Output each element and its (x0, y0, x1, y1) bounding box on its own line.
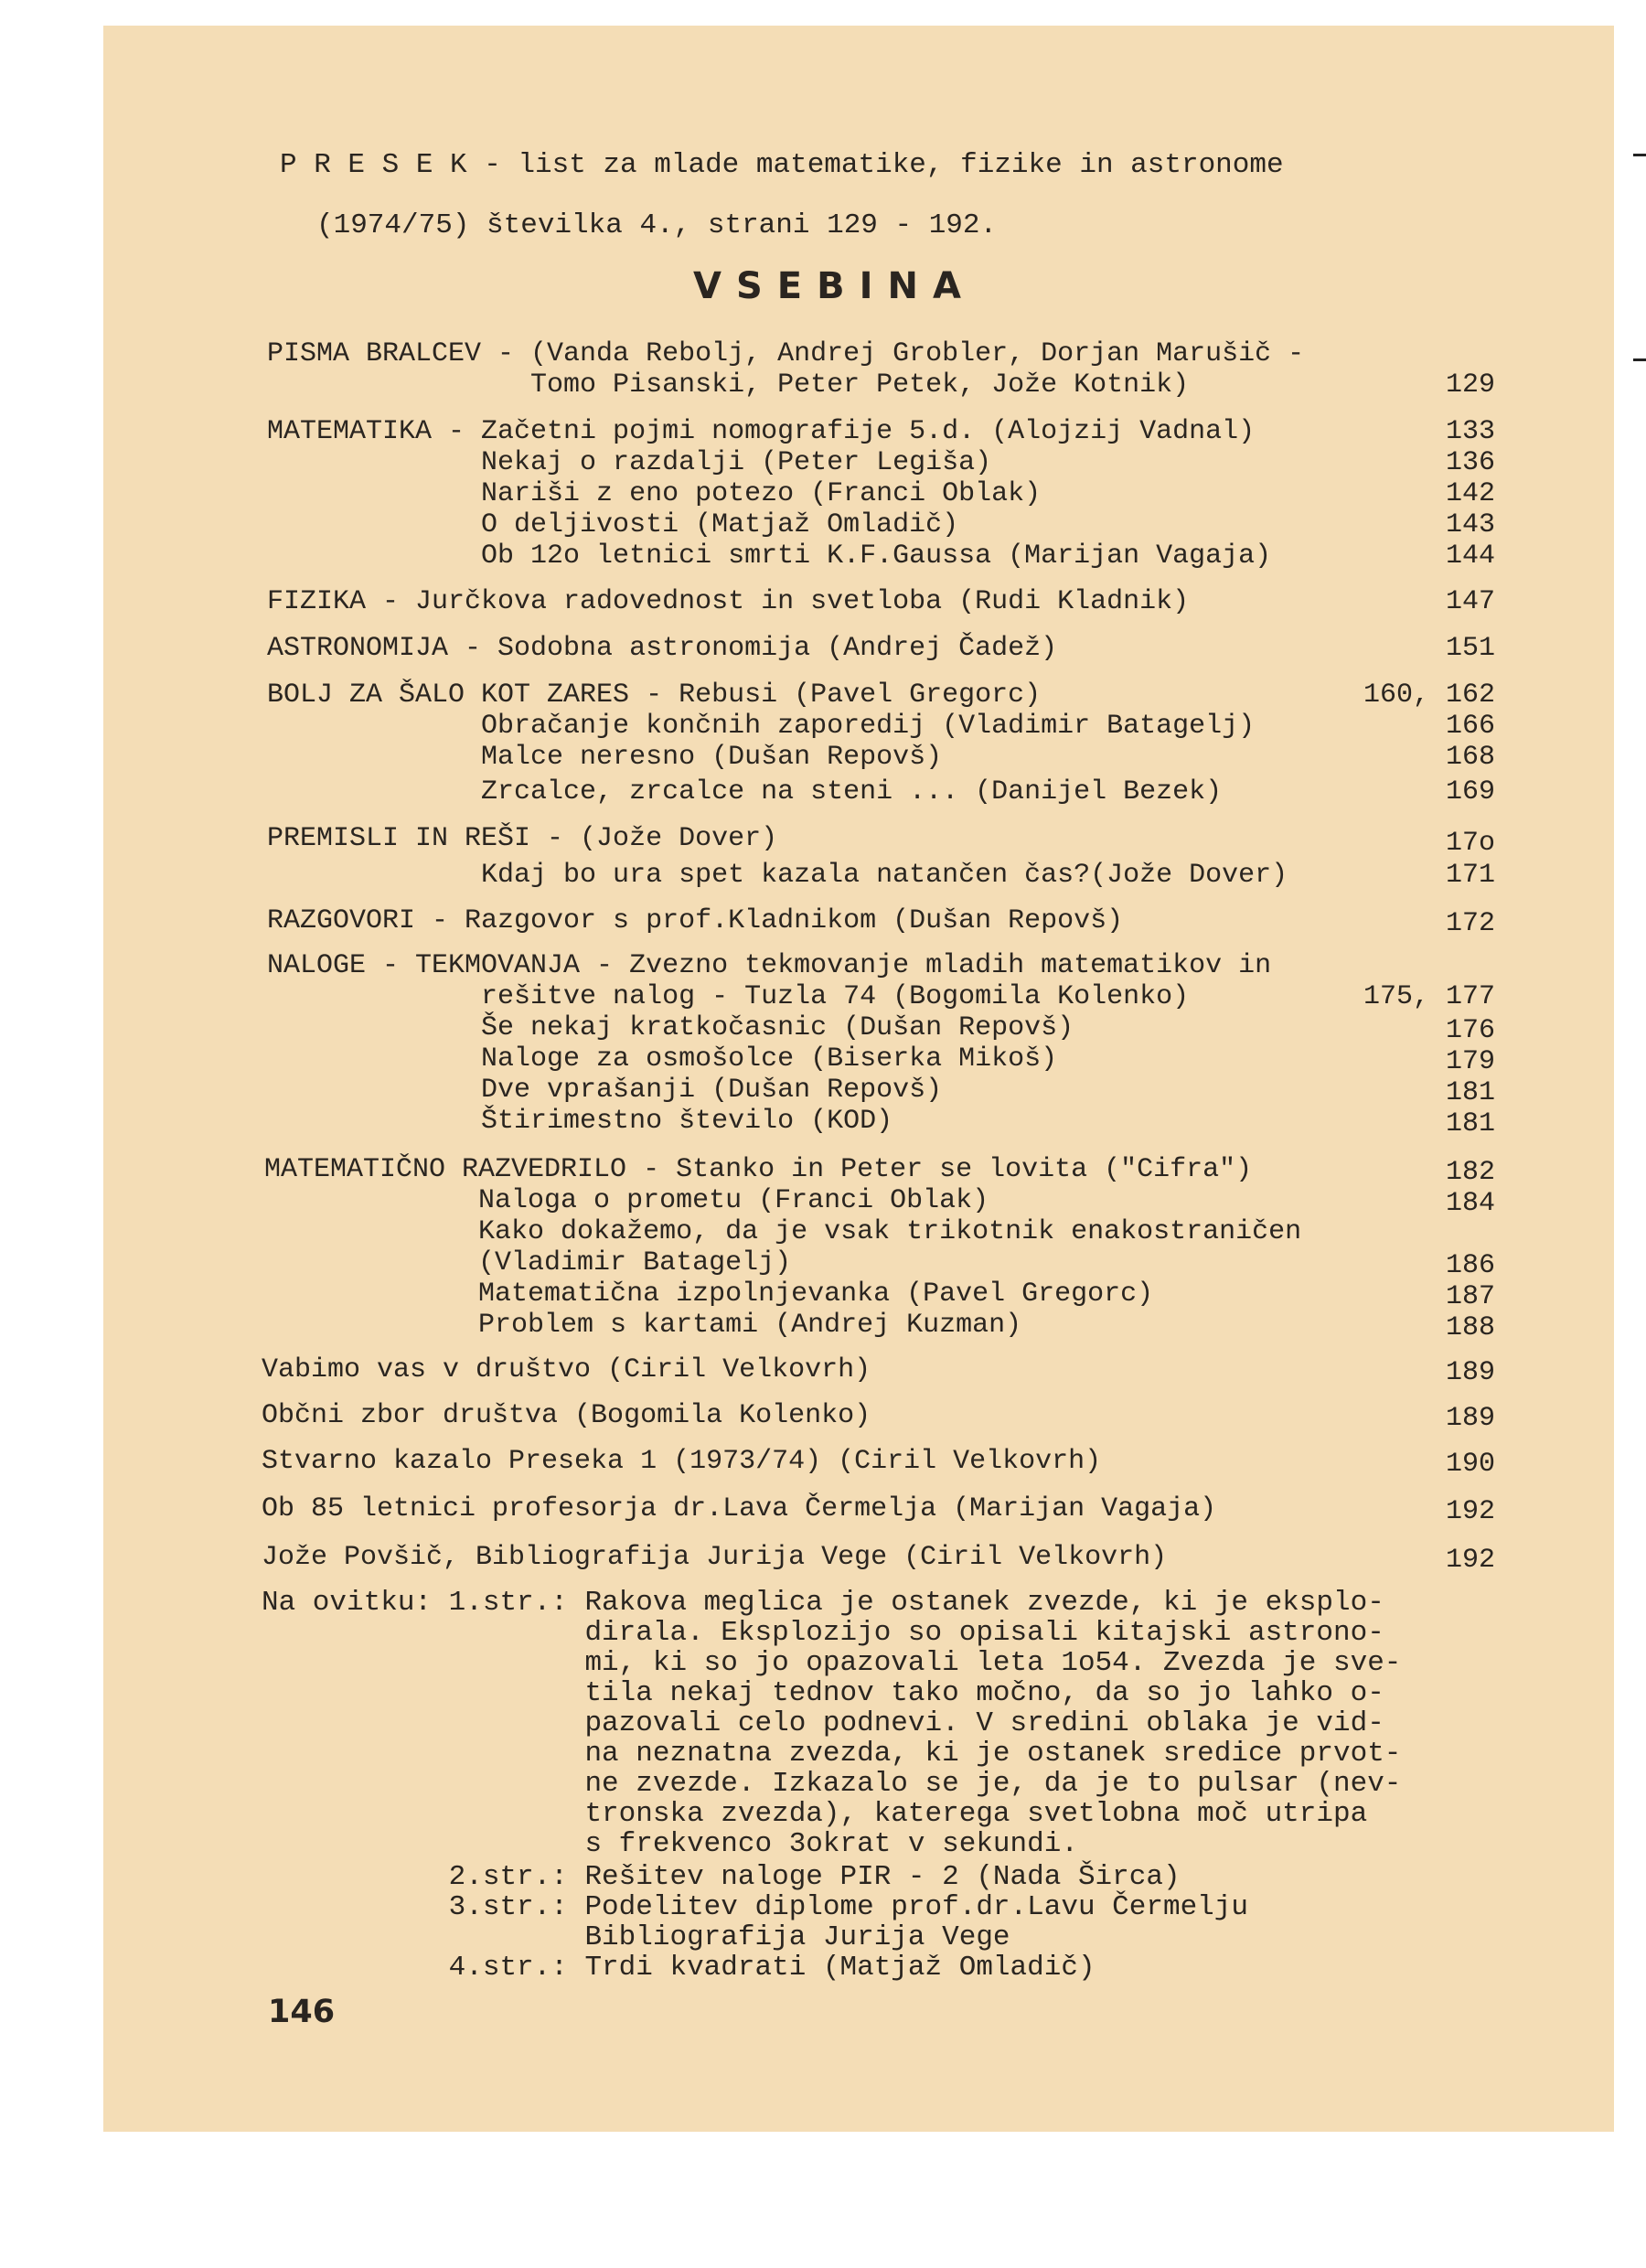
toc-entry-text: MATEMATIČNO RAZVEDRILO - Stanko in Peter se lovita ("Cifra") (264, 1154, 1253, 1185)
cover-line: ne zvezde. Izkazalo se je, da je to pulsar (nev- (262, 1768, 1402, 1800)
toc-entry-text: NALOGE - TEKMOVANJA - Zvezno tekmovanje mladih matematikov in (267, 950, 1272, 981)
toc-entry-page: 136 (1445, 447, 1495, 478)
toc-entry-text: Kako dokažemo, da je vsak trikotnik enakostraničen (264, 1216, 1302, 1247)
contents-title: VSEBINA (693, 265, 976, 307)
toc-entry-page: 160, 162 (1363, 679, 1495, 711)
toc-entry-page: 143 (1445, 509, 1495, 540)
toc-entry-text: Občni zbor društva (Bogomila Kolenko) (262, 1400, 871, 1431)
toc-entry-text: Malce neresno (Dušan Repovš) (267, 742, 943, 773)
cover-line: na neznatna zvezda, ki je ostanek sredice prvot- (262, 1738, 1402, 1770)
cover-line: Na ovitku: 1.str.: Rakova meglica je ostanek zvezde, ki je eksplo- (262, 1587, 1384, 1619)
toc-entry-page: 179 (1445, 1046, 1495, 1077)
toc-entry-page: 144 (1445, 540, 1495, 572)
toc-entry-page: 175, 177 (1363, 981, 1495, 1012)
toc-entry-page: 181 (1445, 1108, 1495, 1139)
toc-entry-text: Ob 85 letnici profesorja dr.Lava Čermelja (Marijan Vagaja) (262, 1493, 1217, 1524)
toc-entry-text: Matematična izpolnjevanka (Pavel Gregorc) (264, 1278, 1154, 1310)
toc-entry-text: O deljivosti (Matjaž Omladič) (267, 509, 959, 540)
header-line-2: (1974/75) številka 4., strani 129 - 192. (316, 209, 998, 241)
toc-entry-text: Nariši z eno potezo (Franci Oblak) (267, 478, 1042, 509)
toc-entry-text: PISMA BRALCEV - (Vanda Rebolj, Andrej Grobler, Dorjan Marušič - (267, 338, 1305, 369)
toc-entry-page: 172 (1445, 908, 1495, 939)
toc-entry-text: Naloga o prometu (Franci Oblak) (264, 1185, 989, 1216)
toc-entry-text: BOLJ ZA ŠALO KOT ZARES - Rebusi (Pavel Gregorc) (267, 679, 1042, 711)
cover-line: mi, ki so jo opazovali leta 1o54. Zvezda je sve- (262, 1647, 1402, 1679)
toc-entry-text: Jože Povšič, Bibliografija Jurija Vege (Ciril Velkovrh) (262, 1542, 1168, 1573)
toc-entry-text: Ob 12o letnici smrti K.F.Gaussa (Marijan Vagaja) (267, 540, 1272, 572)
toc-entry-page: 169 (1445, 776, 1495, 808)
toc-entry-text: Dve vprašanji (Dušan Repovš) (267, 1075, 943, 1106)
toc-entry-page: 192 (1445, 1496, 1495, 1527)
toc-entry-page: 187 (1445, 1281, 1495, 1312)
cover-line: tila nekaj tednov tako močno, da so jo lahko o- (262, 1677, 1384, 1709)
toc-entry-text: Problem s kartami (Andrej Kuzman) (264, 1310, 1022, 1341)
toc-entry-page: 188 (1445, 1312, 1495, 1343)
toc-entry-text: Naloge za osmošolce (Biserka Mikoš) (267, 1043, 1058, 1075)
cover-line: dirala. Eksplozijo so opisali kitajski astrono- (262, 1617, 1384, 1649)
cover-line: pazovali celo podnevi. V sredini oblaka je vid- (262, 1707, 1384, 1739)
cover-line: tronska zvezda), katerega svetlobna moč utripa (262, 1798, 1368, 1830)
toc-entry-page: 171 (1445, 860, 1495, 891)
toc-entry-text: FIZIKA - Jurčkova radovednost in svetloba (Rudi Kladnik) (267, 586, 1190, 617)
toc-entry-page: 181 (1445, 1077, 1495, 1108)
cover-line: 3.str.: Podelitev diplome prof.dr.Lavu Čermelju (262, 1891, 1248, 1923)
toc-entry-page: 176 (1445, 1015, 1495, 1046)
toc-entry-text: Nekaj o razdalji (Peter Legiša) (267, 447, 992, 478)
cover-line: 4.str.: Trdi kvadrati (Matjaž Omladič) (262, 1952, 1096, 1984)
toc-entry-page: 184 (1445, 1188, 1495, 1219)
toc-entry-page: 168 (1445, 742, 1495, 773)
toc-entry-text: Kdaj bo ura spet kazala natančen čas?(Jože Dover) (267, 860, 1288, 891)
cover-line: 2.str.: Rešitev naloge PIR - 2 (Nada Širca) (262, 1861, 1181, 1893)
toc-entry-page: 182 (1445, 1157, 1495, 1188)
cover-line: s frekvenco 3okrat v sekundi. (262, 1828, 1078, 1860)
toc-entry-page: 190 (1445, 1449, 1495, 1480)
toc-entry-text: Tomo Pisanski, Peter Petek, Jože Kotnik) (267, 369, 1190, 401)
toc-entry-page: 166 (1445, 711, 1495, 742)
cover-line: Bibliografija Jurija Vege (262, 1921, 1010, 1953)
margin-mark (1633, 358, 1646, 361)
page-number: 146 (268, 1994, 336, 2030)
toc-entry-text: Zrcalce, zrcalce na steni ... (Danijel Bezek) (267, 776, 1223, 808)
toc-entry-text: RAZGOVORI - Razgovor s prof.Kladnikom (Dušan Repovš) (267, 905, 1124, 936)
toc-entry-page: 151 (1445, 633, 1495, 664)
toc-entry-text: Še nekaj kratkočasnic (Dušan Repovš) (267, 1012, 1074, 1043)
toc-entry-text: Stvarno kazalo Preseka 1 (1973/74) (Ciril Velkovrh) (262, 1446, 1102, 1477)
toc-entry-page: 133 (1445, 416, 1495, 447)
toc-entry-page: 147 (1445, 586, 1495, 617)
toc-entry-page: 192 (1445, 1545, 1495, 1576)
toc-entry-text: Vabimo vas v društvo (Ciril Velkovrh) (262, 1354, 871, 1385)
header-line-1: P R E S E K - list za mlade matematike, fizike in astronome (280, 149, 1284, 181)
toc-entry-page: 189 (1445, 1357, 1495, 1388)
toc-entry-text: PREMISLI IN REŠI - (Jože Dover) (267, 823, 778, 854)
toc-entry-page: 142 (1445, 478, 1495, 509)
toc-entry-page: 189 (1445, 1403, 1495, 1434)
toc-entry-text: Obračanje končnih zaporedij (Vladimir Batagelj) (267, 711, 1256, 742)
toc-entry-text: MATEMATIKA - Začetni pojmi nomografije 5.d. (Alojzij Vadnal) (267, 416, 1256, 447)
toc-entry-text: rešitve nalog - Tuzla 74 (Bogomila Kolenko) (267, 981, 1190, 1012)
toc-entry-text: ASTRONOMIJA - Sodobna astronomija (Andrej Čadež) (267, 633, 1058, 664)
toc-entry-page: 129 (1445, 369, 1495, 401)
toc-entry-text: Štirimestno število (KOD) (267, 1106, 893, 1137)
margin-mark (1633, 154, 1646, 156)
toc-entry-text: (Vladimir Batagelj) (264, 1247, 792, 1278)
toc-entry-page: 186 (1445, 1250, 1495, 1281)
toc-entry-page: 17o (1445, 828, 1495, 859)
